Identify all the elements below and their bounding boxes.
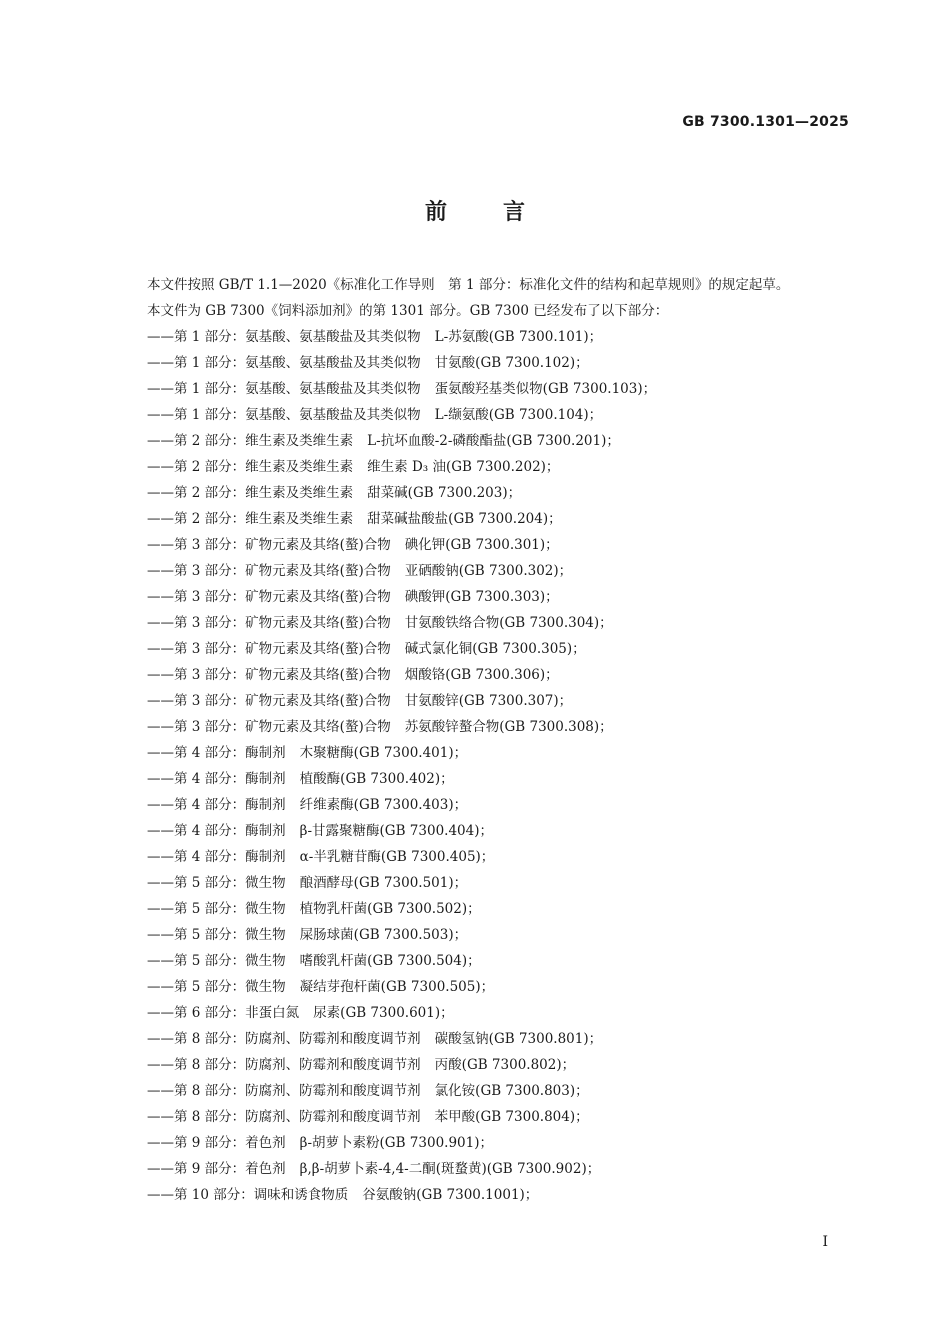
item-label: β,β-胡萝卜素-4,4-二酮(斑蝥黄)(GB 7300.902)； [299,1161,601,1177]
list-item [113,636,851,662]
part-label: ——第 3 部分：矿物元素及其络(螯)合物 [147,693,391,709]
list-item [113,350,851,376]
part-label: ——第 3 部分：矿物元素及其络(螯)合物 [147,667,391,683]
part-label: ——第 5 部分：微生物 [147,875,286,891]
part-label: ——第 4 部分：酶制剂 [147,771,286,787]
item-label: 丙酸(GB 7300.802)； [434,1057,576,1073]
item-label: 碘化钾(GB 7300.301)； [404,537,559,553]
item-label: 屎肠球菌(GB 7300.503)； [299,927,468,943]
page-number: I [822,1234,828,1250]
parts-list [113,324,851,1208]
list-item [113,324,851,350]
part-label: ——第 3 部分：矿物元素及其络(螯)合物 [147,589,391,605]
foreword-body [113,272,851,1208]
list-item [113,376,851,402]
item-label: L-缬氨酸(GB 7300.104)； [434,407,603,423]
part-label: ——第 4 部分：酶制剂 [147,745,286,761]
list-item [113,610,851,636]
list-item [113,948,851,974]
list-item [113,428,851,454]
list-item [113,766,851,792]
list-item [113,818,851,844]
part-label: ——第 3 部分：矿物元素及其络(螯)合物 [147,719,391,735]
item-label: β-胡萝卜素粉(GB 7300.901)； [299,1135,493,1151]
list-item [113,1078,851,1104]
part-label: ——第 3 部分：矿物元素及其络(螯)合物 [147,641,391,657]
part-label: ——第 9 部分：着色剂 [147,1135,286,1151]
list-item [113,1182,851,1208]
part-label: ——第 5 部分：微生物 [147,953,286,969]
item-label: 碘酸钾(GB 7300.303)； [404,589,559,605]
list-item [113,1052,851,1078]
item-label: 甘氨酸铁络合物(GB 7300.304)； [404,615,613,631]
list-item [113,740,851,766]
list-item [113,1104,851,1130]
item-label: 木聚糖酶(GB 7300.401)； [299,745,468,761]
intro-paragraph-1: 本文件按照 GB/T 1.1—2020《标准化工作导则 第 1 部分：标准化文件的结构和起草规则》的规定起草。 [147,277,790,293]
part-label: ——第 8 部分：防腐剂、防霉剂和酸度调节剂 [147,1083,421,1099]
part-label: ——第 2 部分：维生素及类维生素 [147,511,354,527]
list-item [113,1156,851,1182]
part-label: ——第 2 部分：维生素及类维生素 [147,485,354,501]
list-item [113,584,851,610]
list-item [113,688,851,714]
item-label: 维生素 D₃ 油(GB 7300.202)； [367,459,560,475]
item-label: α-半乳糖苷酶(GB 7300.405)； [299,849,495,865]
list-item [113,402,851,428]
part-label: ——第 4 部分：酶制剂 [147,823,286,839]
document-code: GB 7300.1301—2025 [682,114,849,130]
item-label: 植酸酶(GB 7300.402)； [299,771,454,787]
list-item [113,480,851,506]
list-item [113,714,851,740]
part-label: ——第 8 部分：防腐剂、防霉剂和酸度调节剂 [147,1031,421,1047]
item-label: 甘氨酸锌(GB 7300.307)； [404,693,573,709]
list-item [113,1000,851,1026]
item-label: 苯甲酸(GB 7300.804)； [434,1109,589,1125]
list-item [113,532,851,558]
item-label: 甘氨酸(GB 7300.102)； [434,355,589,371]
item-label: 纤维素酶(GB 7300.403)； [299,797,468,813]
item-label: 酿酒酵母(GB 7300.501)； [299,875,468,891]
item-label: 蛋氨酸羟基类似物(GB 7300.103)； [434,381,657,397]
list-item [113,792,851,818]
part-label: ——第 4 部分：酶制剂 [147,849,286,865]
item-label: 植物乳杆菌(GB 7300.502)； [299,901,481,917]
list-item [113,1130,851,1156]
list-item [113,662,851,688]
part-label: ——第 2 部分：维生素及类维生素 [147,459,354,475]
intro-paragraph-2: 本文件为 GB 7300《饲料添加剂》的第 1301 部分。GB 7300 已经发布了以下部分： [147,303,669,319]
item-label: β-甘露聚糖酶(GB 7300.404)； [299,823,493,839]
item-label: 谷氨酸钠(GB 7300.1001)； [362,1187,539,1203]
list-item [113,974,851,1000]
part-label: ——第 10 部分：调味和诱食物质 [147,1187,349,1203]
list-item [113,870,851,896]
item-label: 凝结芽孢杆菌(GB 7300.505)； [299,979,495,995]
item-label: 氯化铵(GB 7300.803)； [434,1083,589,1099]
part-label: ——第 1 部分：氨基酸、氨基酸盐及其类似物 [147,355,421,371]
list-item [113,844,851,870]
item-label: L-抗坏血酸-2-磷酸酯盐(GB 7300.201)； [367,433,620,449]
list-item [113,922,851,948]
list-item [113,506,851,532]
part-label: ——第 8 部分：防腐剂、防霉剂和酸度调节剂 [147,1057,421,1073]
item-label: 甜菜碱(GB 7300.203)； [367,485,522,501]
part-label: ——第 6 部分：非蛋白氮 [147,1005,300,1021]
list-item [113,896,851,922]
list-item [113,454,851,480]
item-label: L-苏氨酸(GB 7300.101)； [434,329,603,345]
item-label: 嗜酸乳杆菌(GB 7300.504)； [299,953,481,969]
item-label: 烟酸铬(GB 7300.306)； [404,667,559,683]
item-label: 苏氨酸锌螯合物(GB 7300.308)； [404,719,613,735]
part-label: ——第 9 部分：着色剂 [147,1161,286,1177]
part-label: ——第 5 部分：微生物 [147,927,286,943]
page-title: 前言 [424,200,581,225]
part-label: ——第 1 部分：氨基酸、氨基酸盐及其类似物 [147,329,421,345]
part-label: ——第 8 部分：防腐剂、防霉剂和酸度调节剂 [147,1109,421,1125]
part-label: ——第 5 部分：微生物 [147,979,286,995]
item-label: 碱式氯化铜(GB 7300.305)； [404,641,586,657]
part-label: ——第 4 部分：酶制剂 [147,797,286,813]
item-label: 亚硒酸钠(GB 7300.302)； [404,563,573,579]
part-label: ——第 5 部分：微生物 [147,901,286,917]
part-label: ——第 3 部分：矿物元素及其络(螯)合物 [147,615,391,631]
item-label: 甜菜碱盐酸盐(GB 7300.204)； [367,511,562,527]
list-item [113,558,851,584]
item-label: 尿素(GB 7300.601)； [313,1005,454,1021]
item-label: 碳酸氢钠(GB 7300.801)； [434,1031,603,1047]
part-label: ——第 1 部分：氨基酸、氨基酸盐及其类似物 [147,407,421,423]
part-label: ——第 3 部分：矿物元素及其络(螯)合物 [147,563,391,579]
part-label: ——第 2 部分：维生素及类维生素 [147,433,354,449]
list-item [113,1026,851,1052]
part-label: ——第 1 部分：氨基酸、氨基酸盐及其类似物 [147,381,421,397]
part-label: ——第 3 部分：矿物元素及其络(螯)合物 [147,537,391,553]
